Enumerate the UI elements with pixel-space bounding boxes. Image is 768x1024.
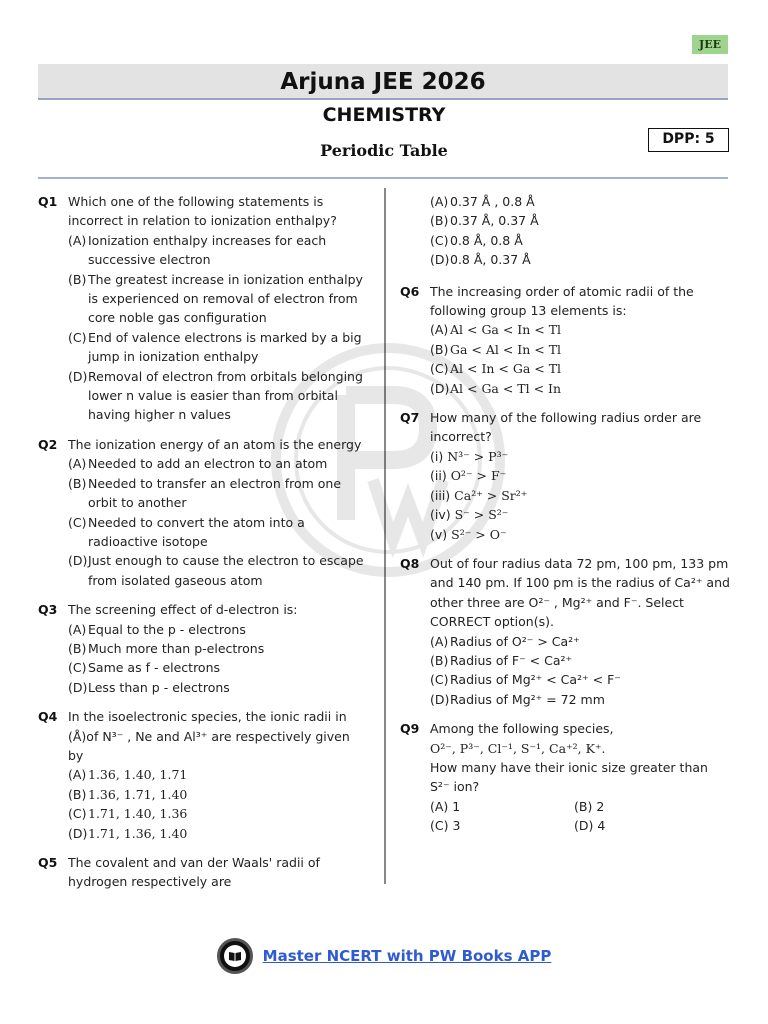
question-7 — [400, 408, 730, 544]
option-text: Al < Ga < Tl < In — [450, 380, 562, 396]
option — [430, 447, 730, 466]
option-label: (B) — [430, 341, 449, 357]
option — [430, 505, 730, 524]
option-text: Radius of Mg²⁺ = 72 mm — [450, 691, 605, 707]
option-text: The greatest increase in ionization enthalpy is experienced on removal of electron from core noble gas configuration — [88, 271, 363, 326]
option-text: 0.8 Å, 0.8 Å — [450, 232, 523, 248]
option-text: Al < Ga < In < Tl — [450, 322, 562, 338]
option-label: (i) — [430, 448, 444, 464]
option — [68, 513, 366, 552]
option-text: End of valence electrons is marked by a big jump in ionization enthalpy — [88, 329, 362, 365]
option-text: 1 — [452, 798, 461, 814]
question-2 — [38, 435, 366, 590]
question-text: Which one of the following statements is incorrect in relation to ionization enthalpy? — [68, 194, 337, 229]
option — [430, 486, 730, 505]
option-text: Needed to convert the atom into a radioactive isotope — [88, 514, 305, 549]
option-label: (D) — [68, 553, 88, 569]
option-label: (B) — [68, 786, 87, 802]
option — [430, 192, 730, 211]
option-label: (A) — [68, 456, 87, 472]
question-number: Q2 — [38, 436, 58, 452]
option-text: S⁻ > S²⁻ — [454, 507, 509, 523]
option-text: 0.37 Å, 0.37 Å — [450, 213, 539, 229]
option — [68, 328, 366, 367]
option — [68, 367, 366, 425]
option — [68, 824, 366, 843]
option — [68, 785, 366, 804]
question-text: How many of the following radius order are incorrect? — [430, 410, 702, 445]
question-text: The increasing order of atomic radii of the following group 13 elements is: — [430, 283, 694, 319]
option-label: (B) — [68, 640, 87, 656]
option-label: (B) — [68, 475, 87, 491]
question-text: The screening effect of d-electron is: — [68, 602, 298, 618]
option — [68, 270, 366, 328]
option-text: Ionization enthalpy increases for each successive electron — [88, 232, 327, 268]
question-number: Q4 — [38, 709, 58, 725]
book-icon — [217, 938, 253, 974]
option-text: Radius of Mg²⁺ < Ca²⁺ < F⁻ — [450, 672, 621, 688]
option-row — [430, 797, 730, 816]
option — [68, 804, 366, 823]
option-text: Equal to the p - electrons — [88, 621, 246, 637]
option-label: (C) — [68, 329, 87, 345]
option-label: (D) — [430, 380, 450, 396]
subject-heading: CHEMISTRY — [322, 104, 446, 126]
option-label: (A) — [68, 232, 87, 248]
option-text: Needed to add an electron to an atom — [88, 456, 328, 472]
option-text: 1.36, 1.71, 1.40 — [88, 786, 188, 802]
right-column — [400, 192, 730, 846]
question-text: The ionization energy of an atom is the energy — [68, 436, 362, 452]
option-label: (B) — [430, 652, 449, 668]
option-text: 2 — [596, 798, 605, 814]
option-text: 1.71, 1.36, 1.40 — [88, 825, 188, 841]
question-8 — [400, 554, 730, 709]
option — [68, 620, 366, 639]
option-label: (B) — [574, 798, 593, 814]
option-label: (C) — [68, 660, 87, 676]
option-text: Just enough to cause the electron to escape from isolated gaseous atom — [88, 553, 364, 588]
option-text: Much more than p-electrons — [88, 640, 265, 656]
option — [68, 765, 366, 784]
option-label: (iii) — [430, 487, 451, 503]
species-list: O²⁻, P³⁻, Cl⁻¹, S⁻¹, Ca⁺², K⁺. — [430, 740, 606, 756]
option-text: Radius of O²⁻ > Ca²⁺ — [450, 633, 580, 649]
option — [68, 678, 366, 697]
option-text: Ca²⁺ > Sr²⁺ — [454, 487, 528, 503]
option-label: (B) — [430, 213, 449, 229]
exam-tag: JEE — [692, 35, 728, 54]
option-label: (B) — [68, 271, 87, 287]
question-number: Q5 — [38, 855, 58, 870]
option-text: Ga < Al < In < Tl — [450, 341, 562, 357]
footer — [0, 938, 768, 974]
question-number: Q9 — [400, 721, 420, 737]
option-label: (C) — [430, 232, 449, 248]
question-number: Q3 — [38, 602, 58, 618]
option-label: (v) — [430, 526, 448, 542]
question-text: Out of four radius data 72 pm, 100 pm, 133 pm and 140 pm. If 100 pm is the radius of Ca²⁺ and other three are O²⁻ , Mg²⁺ and F⁻. Select CORRECT option(s). — [430, 555, 730, 630]
question-1 — [38, 192, 366, 425]
option — [430, 466, 730, 485]
option — [430, 651, 730, 670]
option-label: (A) — [68, 621, 87, 637]
option-text: 0.37 Å , 0.8 Å — [450, 194, 535, 209]
option-text: N³⁻ > P³⁻ — [447, 448, 509, 464]
question-number: Q8 — [400, 555, 420, 571]
option-label: (D) — [68, 368, 88, 384]
option-label: (D) — [430, 691, 450, 707]
question-text: The covalent and van der Waals' radii of hydrogen respectively are — [68, 855, 320, 890]
option-label: (A) — [430, 322, 449, 338]
question-number: Q1 — [38, 194, 58, 209]
option — [430, 320, 730, 339]
question-5-options — [400, 192, 730, 270]
option-text: Removal of electron from orbitals belonging lower n value is easier than from orbital having higher n values — [88, 368, 363, 423]
option-label: (C) — [430, 672, 449, 688]
option-text: Radius of F⁻ < Ca²⁺ — [450, 652, 573, 668]
option — [430, 816, 574, 835]
option-text: O²⁻ > F⁻ — [450, 468, 507, 484]
option-label: (A) — [430, 633, 449, 649]
question-9 — [400, 719, 730, 835]
left-column — [38, 192, 366, 902]
option-label: (C) — [430, 818, 449, 834]
option-text: 0.8 Å, 0.37 Å — [450, 252, 531, 268]
option-label: (D) — [574, 818, 594, 834]
option-text: Needed to transfer an electron from one orbit to another — [88, 475, 342, 511]
option — [430, 340, 730, 359]
option — [430, 359, 730, 378]
question-number: Q6 — [400, 283, 420, 299]
option-text: Same as f - electrons — [88, 660, 221, 676]
question-6 — [400, 282, 730, 398]
question-number: Q7 — [400, 410, 420, 426]
page-title: Arjuna JEE 2026 — [38, 64, 728, 100]
option-text: 4 — [597, 818, 606, 834]
option — [68, 658, 366, 677]
option-text: Al < In < Ga < Tl — [450, 361, 562, 377]
option-text: S²⁻ > O⁻ — [451, 526, 507, 542]
option-label: (C) — [430, 361, 449, 377]
option-text: 1.71, 1.40, 1.36 — [88, 806, 188, 822]
option — [430, 797, 574, 816]
option-label: (A) — [68, 767, 87, 783]
option — [430, 250, 730, 269]
topic-heading: Periodic Table — [320, 141, 448, 160]
option-label: (D) — [68, 679, 88, 695]
option-label: (D) — [68, 825, 88, 841]
option-text: Less than p - electrons — [88, 679, 230, 695]
option — [430, 690, 730, 709]
question-text-continued: How many have their ionic size greater than S²⁻ ion? — [430, 759, 708, 795]
option — [430, 379, 730, 398]
question-5 — [38, 853, 366, 892]
option — [430, 211, 730, 230]
question-4 — [38, 707, 366, 843]
option — [574, 816, 718, 835]
option — [68, 551, 366, 590]
option — [574, 797, 718, 816]
question-text: Among the following species, — [430, 721, 614, 737]
option — [430, 231, 730, 250]
option-text: 1.36, 1.40, 1.71 — [88, 767, 188, 783]
dpp-badge: DPP: 5 — [648, 128, 729, 152]
question-text: In the isoelectronic species, the ionic radii in (Å)of N³⁻ , Ne and Al³⁺ are respectively given by — [68, 709, 350, 763]
option-label: (D) — [430, 252, 450, 268]
option — [68, 231, 366, 270]
option-label: (C) — [68, 806, 87, 822]
option-label: (A) — [430, 798, 449, 814]
option — [430, 525, 730, 544]
option — [430, 632, 730, 651]
option-text: 3 — [452, 818, 461, 834]
option — [68, 474, 366, 513]
question-3 — [38, 600, 366, 697]
option-row — [430, 816, 730, 835]
header-rule — [38, 177, 728, 179]
option — [430, 670, 730, 689]
option — [68, 454, 366, 473]
option-label: (C) — [68, 514, 87, 530]
pw-books-app-link[interactable]: Master NCERT with PW Books APP — [262, 947, 552, 965]
option-label: (A) — [430, 194, 449, 209]
option-label: (iv) — [430, 507, 451, 523]
option — [68, 639, 366, 658]
option-label: (ii) — [430, 468, 447, 484]
